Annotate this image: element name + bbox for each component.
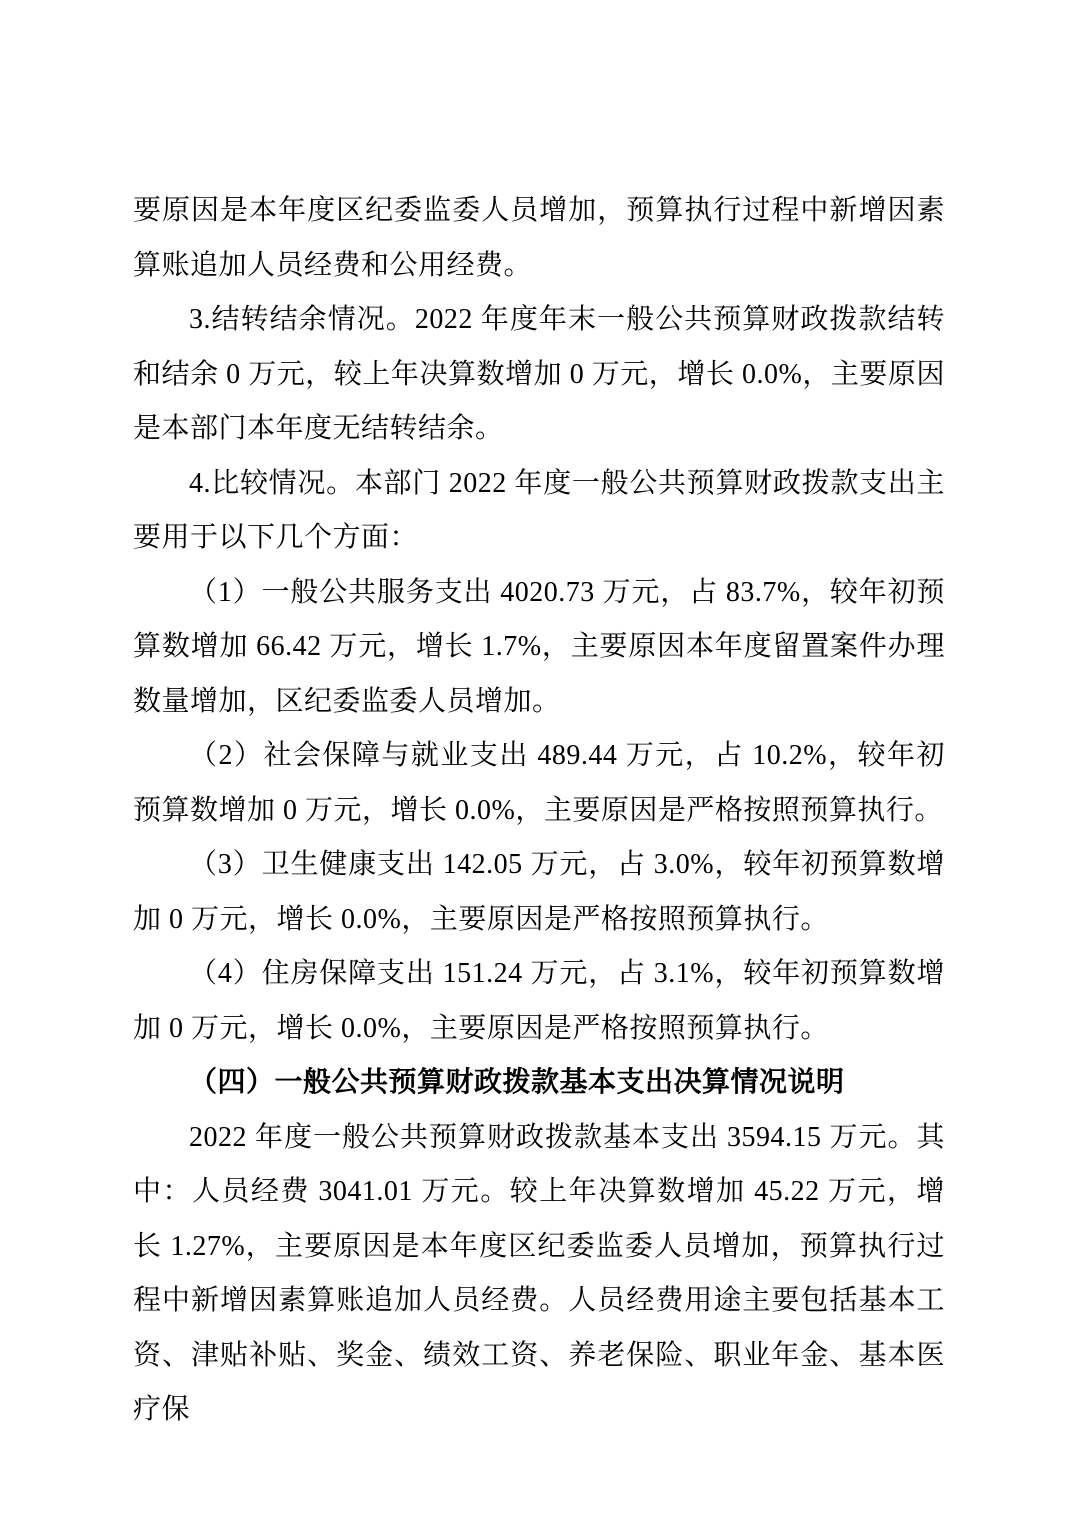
paragraph-item-1-general-public-services: （1）一般公共服务支出 4020.73 万元，占 83.7%，较年初预算数增加 66.42 万元，增长 1.7%，主要原因本年度留置案件办理数量增加，区纪委监委人员增加。	[133, 576, 945, 717]
paragraph-comparison-intro: 4.比较情况。本部门 2022 年度一般公共预算财政拨款支出主要用于以下几个方面：	[133, 467, 945, 553]
document-content	[133, 184, 945, 1438]
paragraph-carryforward-balance: 3.结转结余情况。2022 年度年末一般公共预算财政拨款结转和结余 0 万元，较上年决算数增加 0 万元，增长 0.0%，主要原因是本部门本年度无结转结余。	[133, 304, 945, 444]
paragraph-item-3-health: （3）卫生健康支出 142.05 万元，占 3.0%，较年初预算数增加 0 万元，增长 0.0%，主要原因是严格按照预算执行。	[133, 849, 945, 935]
paragraph-item-2-social-security-employment: （2）社会保障与就业支出 489.44 万元，占 10.2%，较年初预算数增加 0 万元，增长 0.0%，主要原因是严格按照预算执行。	[133, 740, 945, 826]
paragraph-item-4-housing: （4）住房保障支出 151.24 万元，占 3.1%，较年初预算数增加 0 万元，增长 0.0%，主要原因是严格按照预算执行。	[133, 958, 945, 1044]
section-heading-basic-expenditure: （四）一般公共预算财政拨款基本支出决算情况说明	[189, 1067, 845, 1098]
paragraph-basic-expenditure-detail: 2022 年度一般公共预算财政拨款基本支出 3594.15 万元。其中：人员经费 3041.01 万元。较上年决算数增加 45.22 万元，增长 1.27%，主要原因是本年度区纪委监委人员增加，预算执行过程中新增因素算账追加人员经费。人员经费用途主要包括基本工资、津贴补贴、奖金、绩效工资、养老保险、职业年金、基本医疗保	[133, 1121, 945, 1425]
paragraph-carryover: 要原因是本年度区纪委监委人员增加，预算执行过程中新增因素算账追加人员经费和公用经费。	[133, 195, 945, 281]
